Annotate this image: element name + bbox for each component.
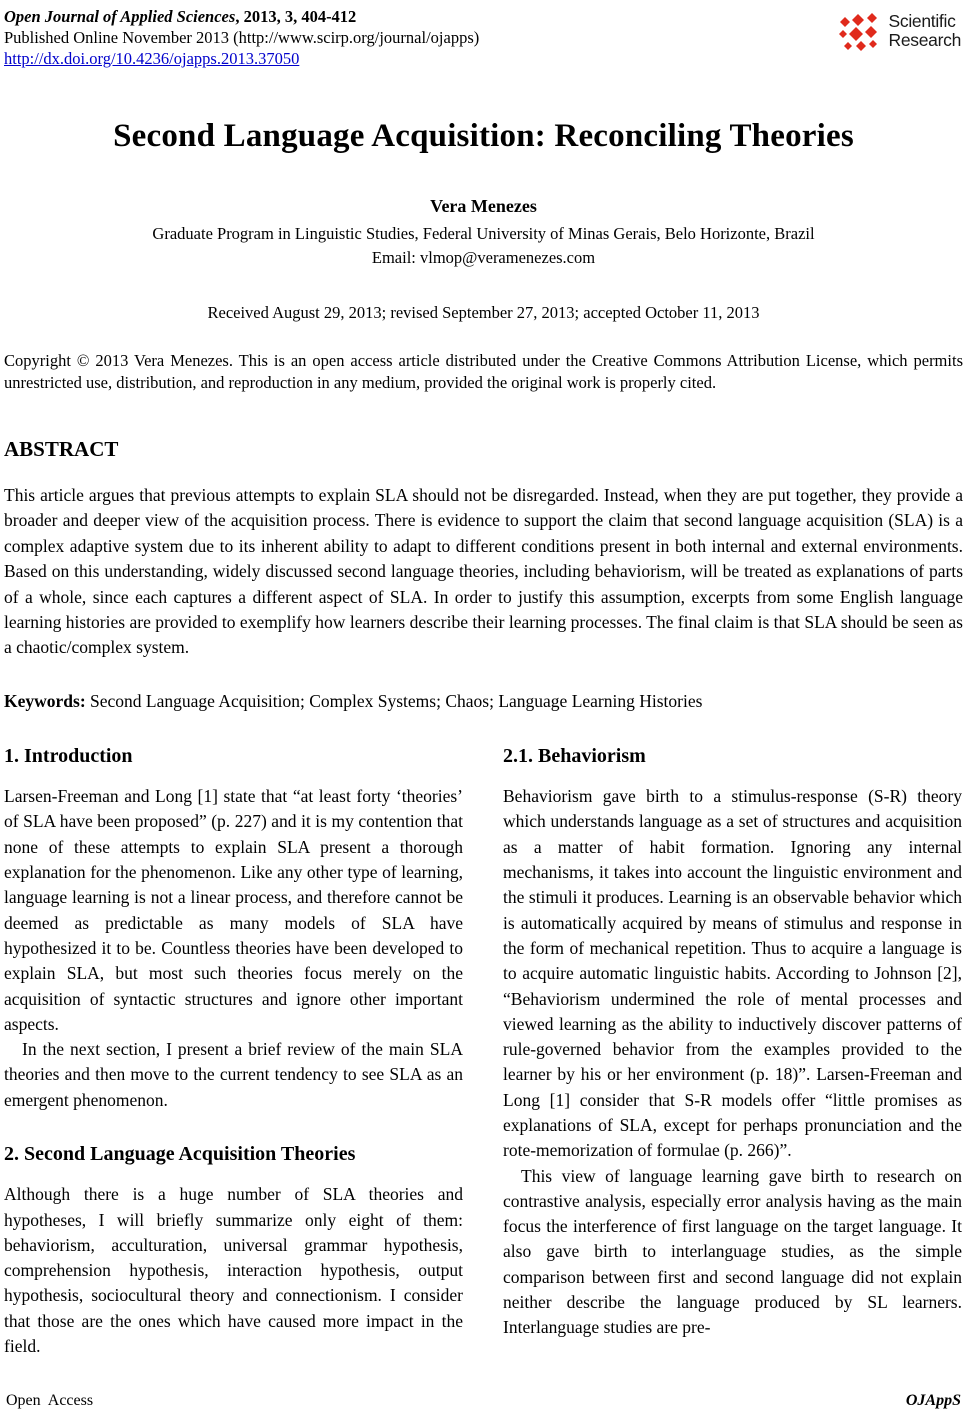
section-heading-introduction: 1. Introduction: [4, 744, 133, 767]
publisher-name: Scientific Research: [888, 11, 961, 50]
publisher-logo: [835, 10, 962, 54]
author-affiliation: Graduate Program in Linguistic Studies, Federal University of Minas Gerais, Belo Horizonte, Brazil: [152, 224, 815, 243]
article-title: Second Language Acquisition: Reconciling Theories: [113, 118, 854, 154]
received-dates-line: Received August 29, 2013; revised September 27, 2013; accepted October 11, 2013: [207, 303, 760, 322]
journal-name: Open Journal of Applied Sciences: [4, 7, 236, 26]
paragraph-theories-1: Although there is a huge number of SLA theories and hypotheses, I will briefly summarize only eight of them: behaviorism, acculturation, universal grammar hypothesis, comprehension hypothesis, interaction hypothesis, output hypothesis, sociocultural theory and connectionism. I consider that those are the ones which have caused more impact in the field.: [4, 1184, 463, 1357]
published-online-line: Published Online November 2013 (http://www.scirp.org/journal/ojapps): [4, 28, 480, 47]
section-heading-behaviorism: 2.1. Behaviorism: [503, 744, 646, 767]
open-access-label: Open Access: [6, 1392, 94, 1409]
copyright-notice: Copyright © 2013 Vera Menezes. This is an open access article distributed under the Creative Commons Attribution License, which permits unrestricted use, distribution, and reproduction in any medium, provided the original work is properly cited.: [4, 351, 963, 392]
paragraph-intro-1: Larsen-Freeman and Long [1] state that “at least forty ‘theories’ of SLA have been proposed” (p. 227) and it is my contention that none of these attempts to explain SLA present a thorough explanation for the phenomenon. Like any other type of learning, language learning is not a linear process, and therefore cannot be deemed as predictable as many models of SLA have hypothesized it to be. Countless theories have been developed to explain SLA, but most such theories focus merely on the acquisition of syntactic structures and ignore other important aspects.: [4, 786, 463, 1034]
keywords-text: Second Language Acquisition; Complex Systems; Chaos; Language Learning Histories: [90, 690, 703, 711]
journal-abbreviation: OJAppS: [905, 1392, 961, 1409]
journal-issue: , 2013, 3, 404-412: [235, 7, 357, 26]
author-name: Vera Menezes: [430, 196, 537, 216]
paragraph-behaviorism-2: This view of language learning gave birth to research on contrastive analysis, especially error analysis having as the main focus the interference of first language on the target language. It also gave birth to interlanguage studies, as the simple comparison between first and second language did not explain neither describe the language produced by SL learners. Interlanguage studies are pre-: [503, 1165, 962, 1338]
left-column: [4, 744, 463, 1360]
right-column: [503, 744, 962, 1360]
diamond-cluster-icon: [835, 10, 882, 54]
keywords-line: [4, 691, 963, 712]
keywords-label: Keywords:: [4, 690, 86, 711]
paragraph-intro-2: In the next section, I present a brief review of the main SLA theories and then move to the current tendency to see SLA as an emergent phenomenon.: [4, 1039, 463, 1110]
paragraph-behaviorism-1: Behaviorism gave birth to a stimulus-response (S-R) theory which understands language as a set of structures and acquisition as a matter of habit formation. Ignoring any internal mechanisms, it takes into account the linguistic environment and the stimuli it produces. Learning is an observable behavior which is automatically acquired by means of stimulus and response in the form of mechanical repetition. Thus to acquire a language is to acquire automatic linguistic habits. According to Johnson [2], “Behaviorism undermined the role of mental processes and viewed learning as the ability to inductively discover patterns of rule-governed behavior from the examples provided to the learner by his or her environment (p. 18)”. Larsen-Freeman and Long [1] consider that S-R models offer “little promises as explanations of SLA, except for perhaps pronunciation and the rote-memorization of formulae (p. 266)”.: [503, 786, 962, 1161]
section-heading-theories: 2. Second Language Acquisition Theories: [4, 1143, 356, 1165]
body-columns: [4, 744, 963, 1360]
page-footer: [6, 1392, 961, 1410]
doi-link[interactable]: http://dx.doi.org/10.4236/ojapps.2013.37050: [4, 49, 300, 68]
abstract-heading: ABSTRACT: [4, 437, 119, 461]
journal-citation-line: [4, 6, 479, 27]
author-email-line: Email: vlmop@veramenezes.com: [371, 248, 596, 267]
abstract-body: This article argues that previous attempts to explain SLA should not be disregarded. Instead, when they are put together, they provide a broader and deeper view of the acquisition process. There is evidence to support the claim that second language acquisition (SLA) is a complex adaptive system due to its inherent ability to adapt to different conditions present in both internal and external environments. Based on this understanding, widely discussed second language theories, including behaviorism, will be treated as explanations of parts of a whole, since each captures a different aspect of SLA. In order to justify this assumption, excerpts from some English language learning histories are provided to exemplify how learners describe their learning processes. The final claim is that SLA should be seen as a chaotic/complex system.: [4, 485, 963, 658]
page-header: [4, 6, 963, 69]
publication-info: [4, 6, 479, 69]
